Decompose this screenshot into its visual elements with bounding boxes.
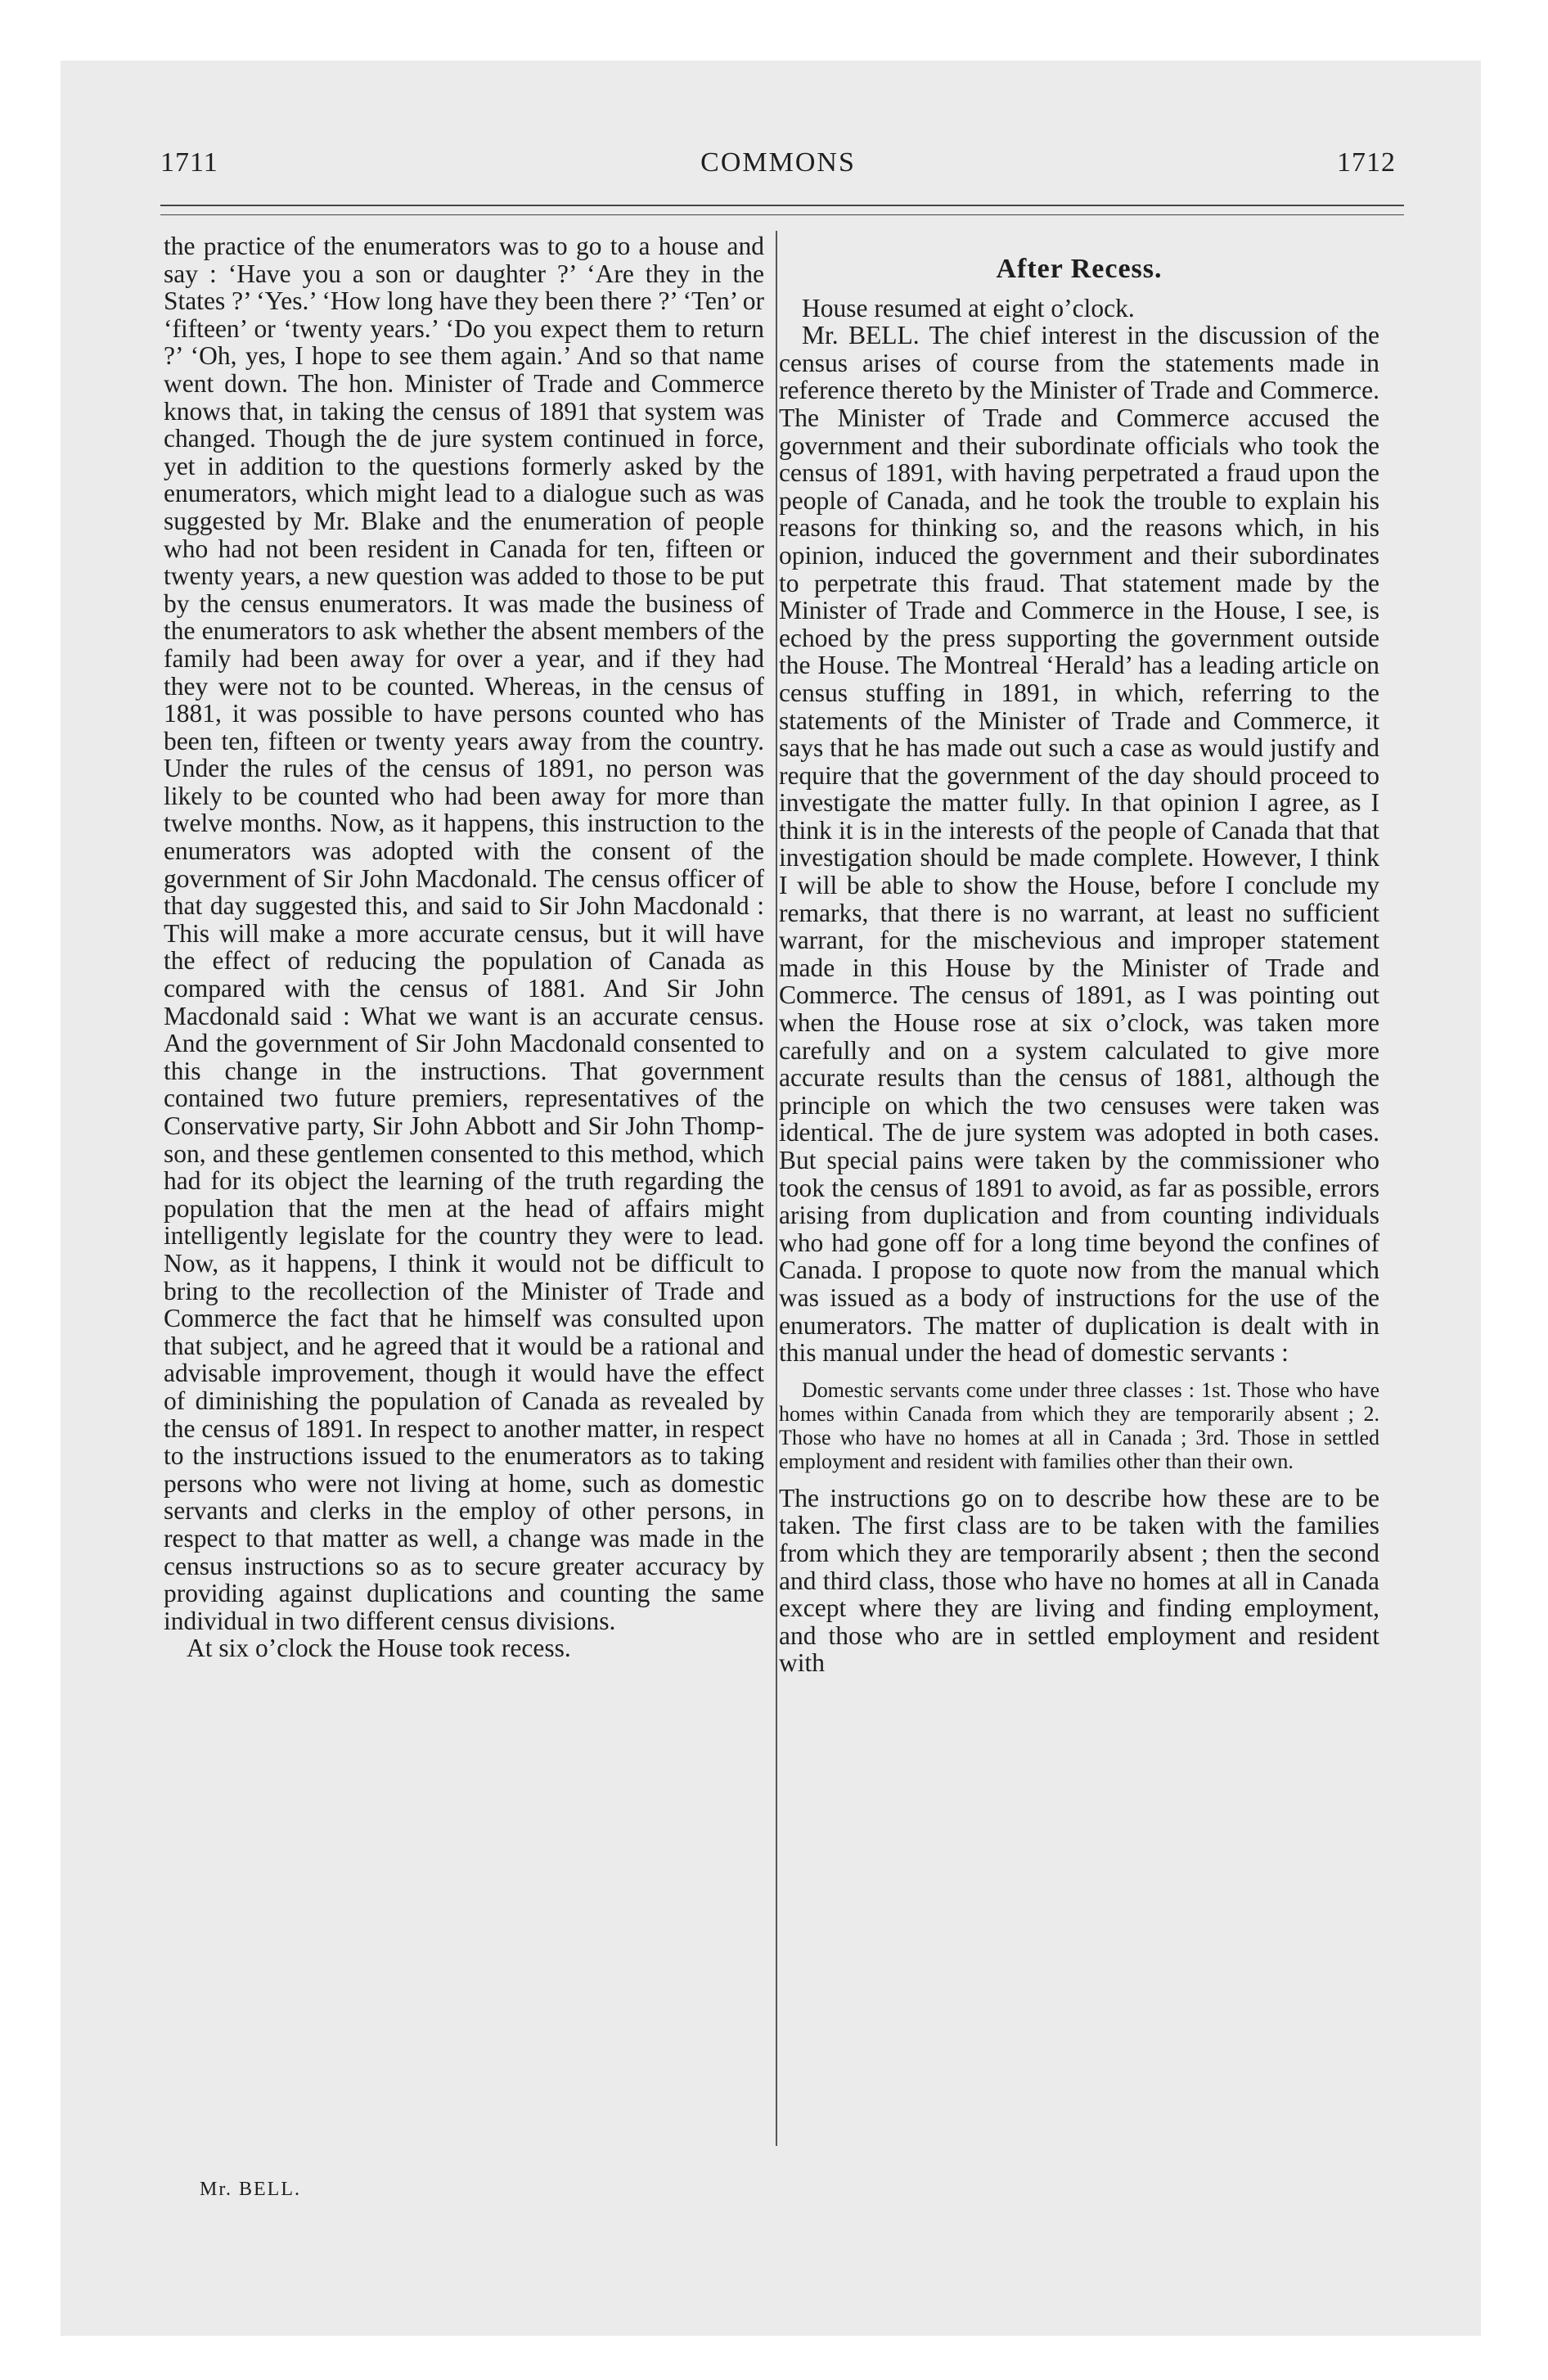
block-quote: Domestic servants come under three classes : 1st. Those who have homes within Canada from which they are temporarily absent ; 2. Those who have no homes at all in Canada ; 3rd. Those in settled employment and resident with families other than their own. <box>779 1377 1379 1473</box>
right-column <box>779 232 1379 1677</box>
page-title: COMMONS <box>700 147 856 178</box>
left-paragraph-1: the practice of the enumerators was to go to a house and say : ‘Have you a son or daughter ?’ ‘Are they in the States ?’ ‘Yes.’ ‘How long have they been there ?’ ‘Ten’ or ‘fifteen’ or ‘twenty years.’ ‘Do you expect them to return ?’ ‘Oh, yes, I hope to see them again.’ And so that name went down. The hon. Minister of Trade and Commerce knows that, in taking the census of 1891 that system was changed. Though the de jure system continued in force, yet in addition to the questions formerly asked by the enumerators, which might lead to a dialogue such as was suggested by Mr. Blake and the enumeration of people who had not been resident in Canada for ten, fifteen or twenty years, a new question was added to those to be put by the census enumerators. It was made the business of the enumerators to ask whether the absent members of the family had been away for over a year, and if they had they were not to be counted. Whereas, in the census of 1881, it was possible to have persons counted who has been ten, fifteen or twenty years away from the country. Under the rules of the census of 1891, no person was likely to be counted who had been away for more than twelve months. Now, as it happens, this instruction to the enumerators was adopted with the consent of the government of Sir John Macdonald. The census officer of that day suggested this, and said to Sir John Macdonald : This will make a more accurate census, but it will have the effect of reducing the population of Canada as compared with the census of 1881. And Sir John Macdonald said : What we want is an accurate census. And the government of Sir John Macdonald consented to this change in the instructions. That government contained two future premiers, representatives of the Conservative party, Sir John Abbott and Sir John Thompson, and these gentlemen consented to this method, which had for its object the learning of the truth regarding the population that the men at the head of affairs might intelligently legislate for the country they were to lead. Now, as it happens, I think it would not be difficult to bring to the recollection of the Minister of Trade and Commerce the fact that he himself was consulted upon that subject, and he agreed that it would be a rational and advisable improvement, though it would have the effect of diminishing the population of Canada as revealed by the census of 1891. In respect to another matter, in respect to the instructions issued to the enumerators as to taking persons who were not living at home, such as domestic servants and clerks in the employ of other persons, in respect to that matter as well, a change was made in the census instructions so as to secure greater accuracy by providing against duplications and counting the same individual in two different census divisions. <box>164 232 764 1635</box>
right-paragraph-3: The instructions go on to describe how these are to be taken. The first class are to be taken with the families from which they are temporarily absent ; then the second and third class, those who have no homes at all in Canada except where they are living and finding employment, and those who are in settled employment and resident with <box>779 1483 1379 1678</box>
recess-note: At six o’clock the House took recess. <box>187 1634 571 1663</box>
column-divider <box>776 231 777 2146</box>
header-rule <box>160 205 1404 206</box>
page-number-right: 1712 <box>1337 147 1396 178</box>
page-number-left: 1711 <box>160 147 218 178</box>
right-paragraph-1: House resumed at eight o’clock. <box>802 293 1135 322</box>
page-header <box>160 147 1396 193</box>
section-heading: After Recess. <box>996 254 1163 284</box>
left-column <box>164 232 764 1662</box>
header-rule-thin <box>160 214 1404 215</box>
right-paragraph-2: Mr. BELL. The chief interest in the discussion of the census arises of course from the statements made in reference thereto by the Minister of Trade and Commerce. The Minister of Trade and Commerce accused the government and their subordinate officials who took the census of 1891, with having perpetrated a fraud upon the people of Canada, and he took the trouble to explain his reasons for thinking so, and the reasons which, in his opinion, induced the government and their subordinates to perpetrate this fraud. That statement made by the Minister of Trade and Commerce in the House, I see, is echoed by the press supporting the government outside the House. The Montreal ‘Herald’ has a leading article on census stuffing in 1891, in which, referring to the statements of the Minister of Trade and Commerce, it says that he has made out such a case as would justify and require that the government of the day should proceed to investigate the matter fully. In that opinion I agree, as I think it is in the interests of the people of Canada that that investigation should be made complete. However, I think I will be able to show the House, before I conclude my remarks, that there is no warrant, at least no sufficient warrant, for the mischevious and improper statement made in this House by the Minister of Trade and Commerce. The census of 1891, as I was pointing out when the House rose at six o’clock, was taken more carefully and on a system calculated to give more accurate results than the census of 1881, although the principle on which the two censuses were taken was identical. The de jure system was adopted in both cases. But special pains were taken by the commissioner who took the census of 1891 to avoid, as far as possible, errors arising from duplication and from counting individuals who had gone off for a long time beyond the confines of Canada. I propose to quote now from the manual which was issued as a body of instructions for the use of the enumerators. The matter of duplication is dealt with in this manual under the head of domestic servants : <box>779 321 1379 1368</box>
footer-speaker: Mr. BELL. <box>200 2179 301 2200</box>
